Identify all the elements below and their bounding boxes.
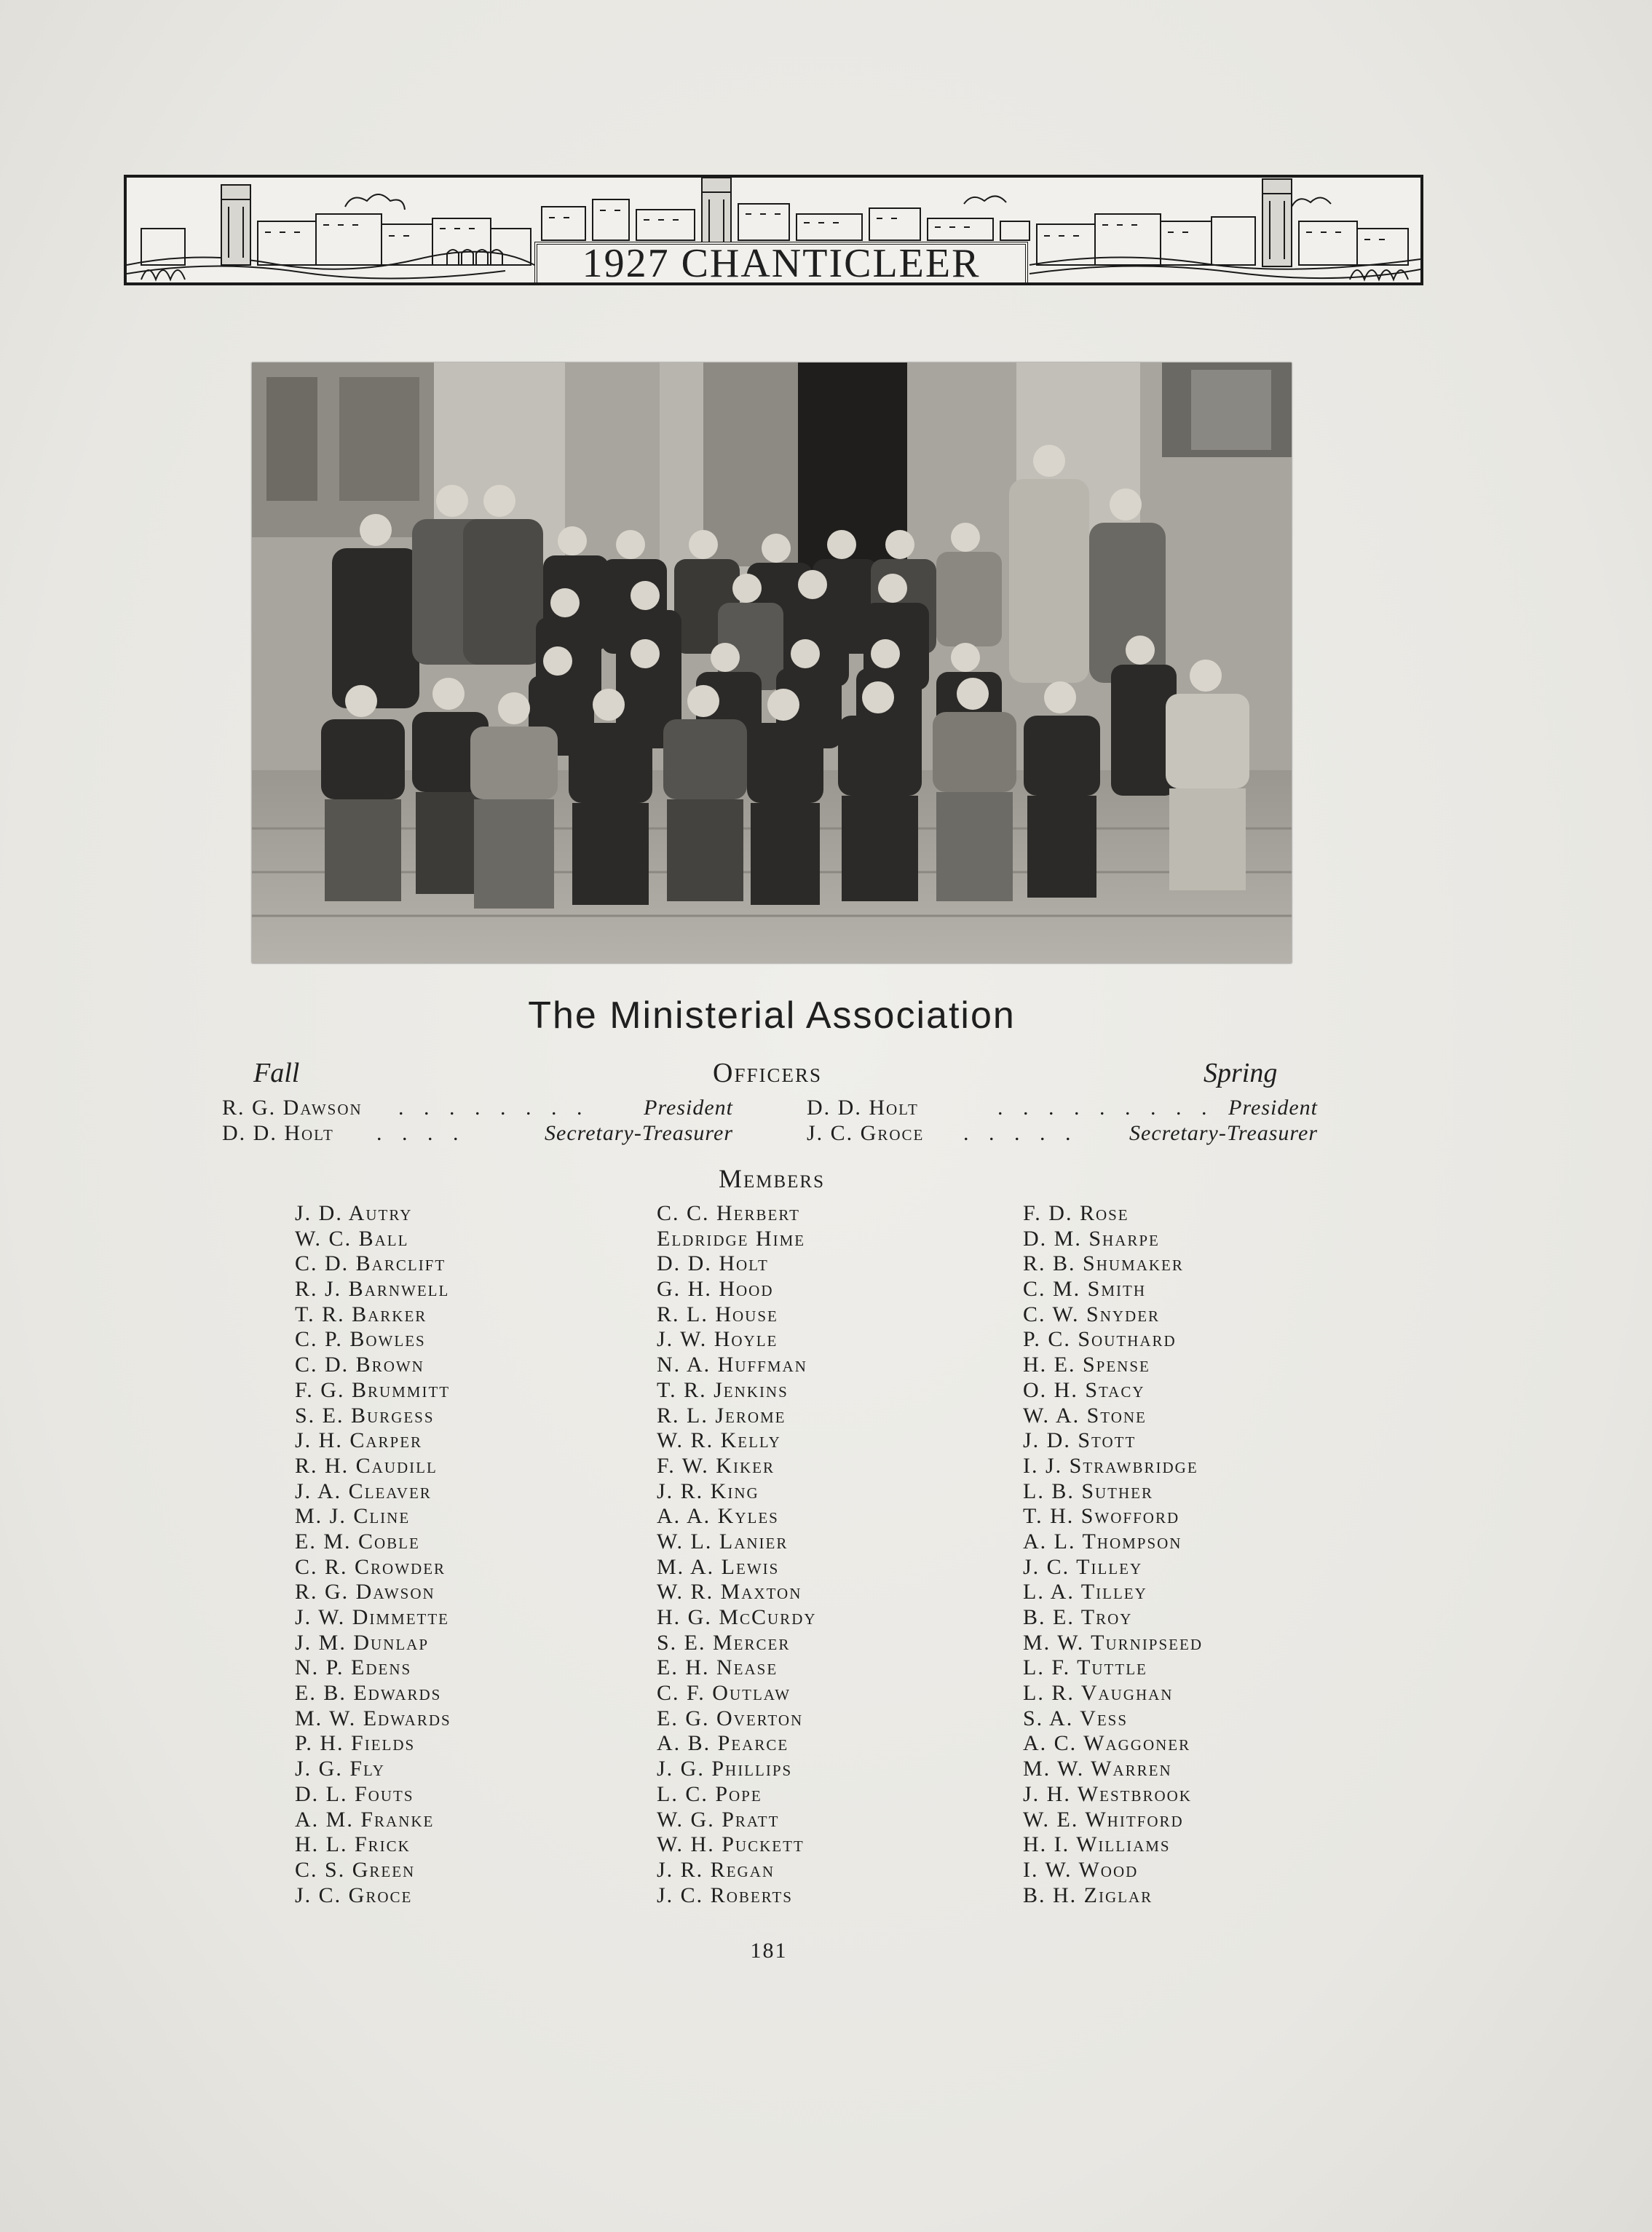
member-name: C. F. Outlaw [657,1681,791,1706]
members-column-1 [295,1201,673,1908]
member-name: F. D. Rose [1023,1201,1129,1225]
leader-dots: . . . . [376,1121,466,1145]
officer-name: R. G. Dawson [222,1096,363,1120]
member-name: O. H. Stacy [1023,1377,1145,1402]
member-name: W. R. Maxton [657,1580,802,1604]
member-name: R. B. Shumaker [1023,1251,1184,1276]
member-name: R. J. Barnwell [295,1277,450,1302]
officer-row-fall-secretary [222,1121,733,1146]
group-photo-illustration [252,363,1292,963]
member-name: C. D. Barclift [295,1251,446,1276]
member-name: E. M. Coble [295,1529,420,1554]
officer-name: D. D. Holt [807,1096,919,1120]
member-name: F. G. Brummitt [295,1377,451,1402]
member-name: A. M. Franke [295,1807,435,1832]
member-name: J. H. Carper [295,1428,423,1453]
member-name: C. P. Bowles [295,1327,426,1352]
member-name: J. C. Roberts [657,1883,793,1907]
officer-row-spring-secretary [807,1121,1318,1146]
members-column-2 [657,1201,1035,1908]
member-name: C. C. Herbert [657,1201,800,1225]
member-name: M. W. Turnipseed [1023,1630,1203,1655]
member-name: H. I. Williams [1023,1832,1171,1857]
member-name: P. C. Southard [1023,1327,1177,1352]
member-name: J. D. Autry [295,1201,413,1225]
officer-name: D. D. Holt [222,1121,334,1145]
member-name: H. L. Frick [295,1832,411,1857]
member-name: I. W. Wood [1023,1857,1139,1882]
member-name: W. C. Ball [295,1226,409,1251]
member-name: C. R. Crowder [295,1554,446,1579]
member-name: J. A. Cleaver [295,1479,432,1503]
member-name: G. H. Hood [657,1277,774,1302]
member-name: A. B. Pearce [657,1731,789,1756]
member-name: W. H. Puckett [657,1832,805,1857]
member-name: E. H. Nease [657,1655,778,1680]
member-name: D. L. Fouts [295,1781,414,1806]
member-name: I. J. Strawbridge [1023,1453,1198,1478]
member-name: J. R. King [657,1479,759,1503]
member-name: L. C. Pope [657,1781,762,1806]
member-name: W. E. Whitford [1023,1807,1184,1832]
member-name: J. W. Hoyle [657,1327,778,1352]
members-heading: Members [718,1164,826,1193]
member-name: J. R. Regan [657,1857,775,1882]
member-name: S. E. Burgess [295,1403,435,1428]
member-name: A. A. Kyles [657,1504,779,1529]
member-name: R. G. Dawson [295,1580,435,1604]
leader-dots: . . . . . . . . [398,1096,590,1120]
member-name: C. S. Green [295,1857,416,1882]
member-name: E. B. Edwards [295,1681,442,1706]
member-name: T. H. Swofford [1023,1504,1180,1529]
member-name: T. R. Barker [295,1302,427,1326]
member-name: J. C. Tilley [1023,1554,1143,1579]
member-name: H. G. McCurdy [657,1605,817,1629]
member-name: R. L. House [657,1302,778,1326]
member-name: J. G. Fly [295,1757,385,1781]
member-name: L. R. Vaughan [1023,1681,1174,1706]
member-name: B. E. Troy [1023,1605,1133,1629]
member-name: M. A. Lewis [657,1554,780,1579]
page-number: 181 [750,1939,788,1963]
member-name: C. M. Smith [1023,1277,1147,1302]
officer-name: J. C. Groce [807,1121,925,1145]
member-name: J. H. Westbrook [1023,1781,1192,1806]
officer-row-fall-president [222,1096,733,1120]
member-name: C. W. Snyder [1023,1302,1161,1326]
group-photograph [252,363,1292,963]
banner-title: 1927 CHANTICLEER [534,242,1028,285]
member-name: J. M. Dunlap [295,1630,430,1655]
association-title: The Ministerial Association [528,994,1016,1037]
member-name: N. P. Edens [295,1655,412,1680]
member-name: M. W. Warren [1023,1757,1172,1781]
officer-role: President [644,1096,733,1120]
member-name: L. F. Tuttle [1023,1655,1147,1680]
member-name: J. G. Phillips [657,1757,793,1781]
officer-role: Secretary-Treasurer [545,1121,733,1145]
yearbook-banner [124,175,1423,285]
members-column-3 [1023,1201,1402,1908]
member-name: C. D. Brown [295,1353,424,1377]
member-name: W. A. Stone [1023,1403,1147,1428]
member-name: N. A. Huffman [657,1353,807,1377]
member-name: Eldridge Hime [657,1226,806,1251]
leader-dots: . . . . . . . . . [997,1096,1214,1120]
member-name: P. H. Fields [295,1731,416,1756]
member-name: J. D. Stott [1023,1428,1137,1453]
spring-label: Spring [1204,1058,1278,1088]
member-name: A. L. Thompson [1023,1529,1182,1554]
officers-heading: Officers [713,1058,822,1088]
member-name: S. E. Mercer [657,1630,791,1655]
member-name: T. R. Jenkins [657,1377,789,1402]
member-name: F. W. Kiker [657,1453,775,1478]
member-name: M. J. Cline [295,1504,411,1529]
officer-role: Secretary-Treasurer [1129,1121,1318,1145]
member-name: R. H. Caudill [295,1453,438,1478]
member-name: E. G. Overton [657,1706,804,1730]
member-name: A. C. Waggoner [1023,1731,1191,1756]
member-name: B. H. Ziglar [1023,1883,1153,1907]
member-name: S. A. Vess [1023,1706,1129,1730]
leader-dots: . . . . . [963,1121,1078,1145]
member-name: D. D. Holt [657,1251,769,1276]
member-name: J. C. Groce [295,1883,413,1907]
member-name: H. E. Spense [1023,1353,1150,1377]
member-name: R. L. Jerome [657,1403,786,1428]
member-name: W. G. Pratt [657,1807,780,1832]
member-name: W. R. Kelly [657,1428,781,1453]
member-name: L. B. Suther [1023,1479,1154,1503]
member-name: D. M. Sharpe [1023,1226,1160,1251]
member-name: L. A. Tilley [1023,1580,1147,1604]
member-name: J. W. Dimmette [295,1605,450,1629]
member-name: M. W. Edwards [295,1706,451,1730]
officer-role: President [1228,1096,1318,1120]
officer-row-spring-president [807,1096,1318,1120]
fall-label: Fall [253,1058,300,1088]
member-name: W. L. Lanier [657,1529,789,1554]
